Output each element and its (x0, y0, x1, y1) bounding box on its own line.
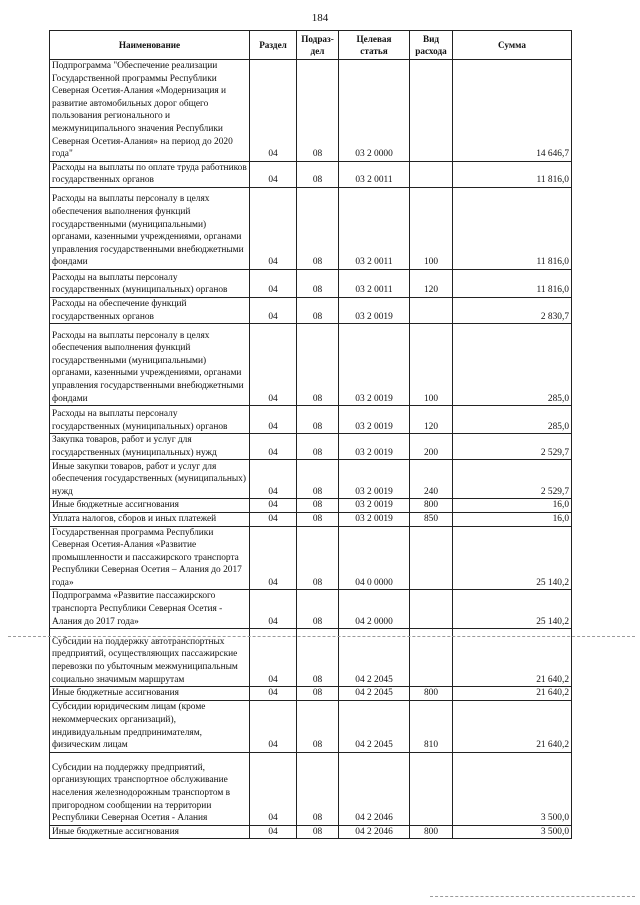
cell-name: Иные бюджетные ассигнования (50, 825, 250, 839)
cell-amount: 14 646,7 (453, 60, 572, 162)
cell-name: Иные бюджетные ассигнования (50, 499, 250, 513)
cell-target-article: 03 2 0019 (339, 406, 410, 434)
table-row (50, 324, 572, 406)
cell-amount: 16,0 (453, 512, 572, 526)
cell-amount: 2 830,7 (453, 297, 572, 323)
cell-section: 04 (250, 687, 297, 701)
cell-expense-type: 850 (410, 512, 453, 526)
cell-name: Расходы на обеспечение функций государственных органов (50, 297, 250, 323)
cell-target-article: 04 2 2045 (339, 687, 410, 701)
cell-subsection: 08 (297, 752, 339, 825)
cell-target-article: 03 2 0011 (339, 161, 410, 187)
cell-expense-type (410, 526, 453, 590)
cell-section: 04 (250, 526, 297, 590)
cell-name: Расходы на выплаты персоналу государственных (муниципальных) органов (50, 406, 250, 434)
cell-subsection: 08 (297, 269, 339, 297)
cell-subsection: 08 (297, 526, 339, 590)
table-row (50, 187, 572, 269)
cell-expense-type: 240 (410, 460, 453, 499)
table-row (50, 825, 572, 839)
table-row (50, 406, 572, 434)
table-row (50, 161, 572, 187)
scan-artifact-line (8, 636, 635, 637)
cell-amount: 25 140,2 (453, 590, 572, 629)
table-row (50, 60, 572, 162)
cell-name: Подпрограмма «Развитие пассажирского транспорта Республики Северная Осетия - Алания до 2017 года» (50, 590, 250, 629)
table-row (50, 629, 572, 687)
cell-amount: 3 500,0 (453, 752, 572, 825)
cell-target-article: 03 2 0011 (339, 269, 410, 297)
cell-amount: 21 640,2 (453, 687, 572, 701)
cell-expense-type: 120 (410, 406, 453, 434)
table-row (50, 434, 572, 460)
cell-name: Подпрограмма "Обеспечение реализации Государственной программы Республики Северная Осетия-Алания «Модернизация и развитие автомобильных дорог общего пользования регионального и межмуниципального значения Республики Северная Осетия-Алания» на период до 2020 года" (50, 60, 250, 162)
table-row (50, 700, 572, 752)
cell-name: Субсидии на поддержку предприятий, организующих транспортное обслуживание населения железнодорожным транспортом в пригородном сообщении на территории Республики Северная Осетия - Алания (50, 752, 250, 825)
cell-amount: 11 816,0 (453, 161, 572, 187)
cell-expense-type: 810 (410, 700, 453, 752)
cell-target-article: 03 2 0019 (339, 499, 410, 513)
cell-section: 04 (250, 499, 297, 513)
cell-expense-type: 100 (410, 324, 453, 406)
cell-expense-type: 200 (410, 434, 453, 460)
cell-amount: 2 529,7 (453, 460, 572, 499)
cell-amount: 11 816,0 (453, 187, 572, 269)
cell-target-article: 03 2 0019 (339, 512, 410, 526)
cell-name: Расходы на выплаты персоналу в целях обеспечения выполнения функций государственными (муниципальными) органами, казенными учреждениями, органами управления государственными внебюджетными фондами (50, 187, 250, 269)
page-number: 184 (311, 12, 329, 24)
table-row (50, 590, 572, 629)
header-subsection: Подраз- дел (297, 31, 339, 60)
table-row (50, 752, 572, 825)
table-row (50, 499, 572, 513)
cell-section: 04 (250, 629, 297, 687)
cell-subsection: 08 (297, 460, 339, 499)
cell-amount: 2 529,7 (453, 434, 572, 460)
cell-target-article: 03 2 0000 (339, 60, 410, 162)
cell-section: 04 (250, 512, 297, 526)
cell-section: 04 (250, 297, 297, 323)
cell-section: 04 (250, 700, 297, 752)
header-name: Наименование (50, 31, 250, 60)
cell-expense-type (410, 590, 453, 629)
cell-target-article: 04 2 2046 (339, 825, 410, 839)
cell-name: Субсидии на поддержку автотранспортных предприятий, осуществляющих пассажирские перевозки по убыточным межмуниципальным социально значимым маршрутам (50, 629, 250, 687)
table-row (50, 460, 572, 499)
table-row (50, 512, 572, 526)
cell-section: 04 (250, 460, 297, 499)
cell-subsection: 08 (297, 434, 339, 460)
cell-amount: 285,0 (453, 324, 572, 406)
cell-section: 04 (250, 60, 297, 162)
header-section: Раздел (250, 31, 297, 60)
table-row (50, 269, 572, 297)
cell-amount: 16,0 (453, 499, 572, 513)
cell-section: 04 (250, 187, 297, 269)
cell-section: 04 (250, 161, 297, 187)
cell-target-article: 03 2 0019 (339, 434, 410, 460)
header-target-article: Целевая статья (339, 31, 410, 60)
scan-artifact-line (430, 896, 635, 897)
cell-subsection: 08 (297, 297, 339, 323)
cell-subsection: 08 (297, 512, 339, 526)
cell-amount: 11 816,0 (453, 269, 572, 297)
cell-amount: 25 140,2 (453, 526, 572, 590)
cell-name: Расходы на выплаты персоналу в целях обеспечения выполнения функций государственными (муниципальными) органами, казенными учреждениями, органами управления государственными внебюджетными фондами (50, 324, 250, 406)
cell-expense-type (410, 60, 453, 162)
cell-name: Уплата налогов, сборов и иных платежей (50, 512, 250, 526)
cell-expense-type: 800 (410, 687, 453, 701)
cell-target-article: 04 2 2046 (339, 752, 410, 825)
table-row (50, 297, 572, 323)
cell-section: 04 (250, 752, 297, 825)
cell-target-article: 03 2 0019 (339, 324, 410, 406)
table-row (50, 526, 572, 590)
cell-name: Расходы на выплаты персоналу государственных (муниципальных) органов (50, 269, 250, 297)
table-header-row (50, 31, 572, 60)
cell-section: 04 (250, 590, 297, 629)
cell-expense-type (410, 161, 453, 187)
cell-name: Расходы на выплаты по оплате труда работников государственных органов (50, 161, 250, 187)
cell-expense-type (410, 752, 453, 825)
cell-subsection: 08 (297, 406, 339, 434)
cell-subsection: 08 (297, 700, 339, 752)
cell-expense-type: 800 (410, 825, 453, 839)
cell-section: 04 (250, 825, 297, 839)
cell-amount: 285,0 (453, 406, 572, 434)
cell-target-article: 03 2 0011 (339, 187, 410, 269)
cell-target-article: 03 2 0019 (339, 297, 410, 323)
cell-amount: 3 500,0 (453, 825, 572, 839)
cell-target-article: 04 0 0000 (339, 526, 410, 590)
cell-expense-type: 800 (410, 499, 453, 513)
cell-subsection: 08 (297, 324, 339, 406)
cell-target-article: 04 2 0000 (339, 590, 410, 629)
budget-table (49, 30, 572, 839)
table-row (50, 687, 572, 701)
cell-name: Государственная программа Республики Северная Осетия-Алания «Развитие промышленности и пассажирского транспорта Республики Северная Осетия – Алания до 2017 года» (50, 526, 250, 590)
cell-section: 04 (250, 434, 297, 460)
cell-subsection: 08 (297, 687, 339, 701)
cell-section: 04 (250, 269, 297, 297)
cell-target-article: 03 2 0019 (339, 460, 410, 499)
cell-expense-type (410, 629, 453, 687)
cell-subsection: 08 (297, 825, 339, 839)
cell-amount: 21 640,2 (453, 700, 572, 752)
cell-subsection: 08 (297, 629, 339, 687)
cell-section: 04 (250, 324, 297, 406)
cell-target-article: 04 2 2045 (339, 629, 410, 687)
cell-subsection: 08 (297, 590, 339, 629)
cell-expense-type (410, 297, 453, 323)
cell-name: Иные закупки товаров, работ и услуг для обеспечения государственных (муниципальных) нужд (50, 460, 250, 499)
cell-target-article: 04 2 2045 (339, 700, 410, 752)
cell-section: 04 (250, 406, 297, 434)
cell-subsection: 08 (297, 499, 339, 513)
cell-name: Субсидии юридическим лицам (кроме некоммерческих организаций), индивидуальным предпринимателям, физическим лицам (50, 700, 250, 752)
cell-name: Закупка товаров, работ и услуг для государственных (муниципальных) нужд (50, 434, 250, 460)
header-expense-type: Вид расхода (410, 31, 453, 60)
header-amount: Сумма (453, 31, 572, 60)
cell-amount: 21 640,2 (453, 629, 572, 687)
cell-expense-type: 120 (410, 269, 453, 297)
cell-expense-type: 100 (410, 187, 453, 269)
cell-subsection: 08 (297, 187, 339, 269)
cell-subsection: 08 (297, 60, 339, 162)
cell-subsection: 08 (297, 161, 339, 187)
cell-name: Иные бюджетные ассигнования (50, 687, 250, 701)
